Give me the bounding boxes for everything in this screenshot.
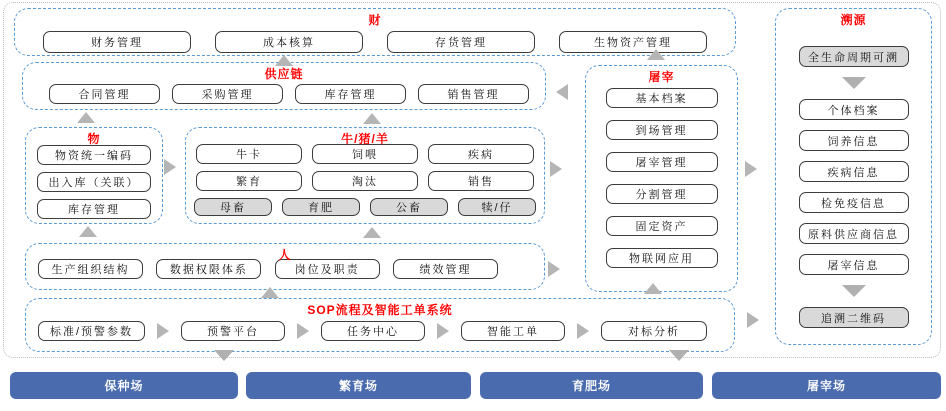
node-fattening: 育肥 (282, 198, 360, 216)
node-position-duty: 岗位及职责 (275, 259, 380, 279)
node-task-center: 任务中心 (321, 321, 425, 341)
arrow-right-icon (548, 261, 560, 277)
arrow-right-icon (437, 323, 449, 339)
node-disease-info: 疾病信息 (799, 161, 909, 182)
arrow-right-icon (550, 161, 562, 177)
section-materials-label: 物 (87, 132, 101, 146)
node-contract-mgmt: 合同管理 (49, 84, 160, 104)
section-traceability (775, 8, 932, 345)
node-calf: 犊/仔 (458, 198, 536, 216)
node-basic-archive: 基本档案 (606, 88, 718, 108)
node-livestock-sales: 销售 (428, 171, 534, 191)
section-traceability-label: 溯源 (840, 13, 867, 27)
section-materials (25, 127, 163, 224)
node-fixed-assets: 固定资产 (606, 216, 718, 236)
bar-fattening-farm: 育肥场 (480, 372, 703, 399)
arrow-up-icon (647, 49, 665, 60)
bar-conservation-farm: 保种场 (10, 372, 238, 399)
section-slaughter (585, 65, 738, 292)
node-arrival-mgmt: 到场管理 (606, 120, 718, 140)
section-people-label: 人 (278, 248, 292, 262)
section-sop-label: SOP流程及智能工单系统 (307, 303, 453, 317)
section-people (25, 243, 545, 290)
arrow-up-icon (77, 112, 95, 123)
section-livestock-label: 牛/猪/羊 (341, 132, 389, 146)
node-disease: 疾病 (428, 144, 534, 164)
section-supply-chain-label: 供应链 (264, 67, 304, 81)
arrow-up-icon (261, 287, 279, 298)
node-iot-application: 物联网应用 (606, 248, 718, 268)
node-cost-accounting: 成本核算 (215, 31, 363, 53)
bar-breeding-farm: 繁育场 (246, 372, 471, 399)
arrow-up-icon (275, 55, 293, 66)
arrow-right-icon (747, 312, 759, 328)
node-sales-mgmt: 销售管理 (418, 84, 529, 104)
node-individual-archive: 个体档案 (799, 99, 909, 120)
node-procurement-mgmt: 采购管理 (172, 84, 283, 104)
section-supply-chain (22, 62, 546, 110)
bar-slaughter-farm: 屠宰场 (712, 372, 941, 399)
node-goods-inventory-mgmt: 存货管理 (387, 31, 535, 53)
arrow-right-icon (577, 323, 589, 339)
node-breeding: 繁育 (196, 171, 302, 191)
section-sop-workflow (25, 298, 735, 352)
arrow-down-icon (842, 285, 866, 297)
arrow-down-icon (214, 350, 234, 361)
node-benchmark-analysis: 对标分析 (601, 321, 707, 341)
node-feeding-info: 饲养信息 (799, 130, 909, 151)
arrow-up-icon (363, 227, 381, 238)
node-slaughter-info: 屠宰信息 (799, 254, 909, 275)
node-in-out-warehouse-link: 出入库（关联） (37, 172, 151, 192)
node-inventory-mgmt: 库存管理 (295, 84, 406, 104)
node-smart-workorder: 智能工单 (461, 321, 565, 341)
section-finance (14, 8, 736, 56)
node-sire: 公畜 (370, 198, 448, 216)
arrow-up-icon (644, 283, 662, 294)
arrow-right-icon (164, 159, 176, 175)
node-material-unified-coding: 物资统一编码 (37, 145, 151, 165)
section-livestock (185, 127, 545, 224)
arrow-left-icon (556, 84, 568, 100)
arrow-down-icon (669, 350, 689, 361)
section-slaughter-label: 屠宰 (648, 70, 675, 84)
node-raw-material-supplier-info: 原料供应商信息 (799, 223, 909, 244)
node-data-permission: 数据权限体系 (156, 259, 261, 279)
arrow-right-icon (157, 323, 169, 339)
node-cutting-mgmt: 分割管理 (606, 184, 718, 204)
node-alert-platform: 预警平台 (181, 321, 285, 341)
section-finance-label: 财 (368, 13, 382, 27)
node-warehouse-mgmt: 库存管理 (37, 199, 151, 219)
node-performance-mgmt: 绩效管理 (393, 259, 498, 279)
node-bio-asset-mgmt: 生物资产管理 (559, 31, 707, 53)
arrow-down-icon (842, 77, 866, 89)
node-feeding: 饲喂 (312, 144, 418, 164)
arrow-up-icon (79, 226, 97, 237)
node-financial-mgmt: 财务管理 (43, 31, 191, 53)
node-dam: 母畜 (194, 198, 272, 216)
node-org-structure: 生产组织结构 (38, 259, 143, 279)
node-cattle-card: 牛卡 (196, 144, 302, 164)
arrow-up-icon (363, 113, 381, 124)
node-lifecycle-traceable: 全生命周期可溯 (799, 46, 909, 67)
node-trace-qrcode: 追溯二维码 (799, 307, 909, 328)
arrow-right-icon (745, 161, 757, 177)
node-standard-alert-params: 标准/预警参数 (38, 321, 145, 341)
node-culling: 淘汰 (312, 171, 418, 191)
node-slaughter-mgmt: 屠宰管理 (606, 152, 718, 172)
node-quarantine-immunity-info: 检免疫信息 (799, 192, 909, 213)
arrow-right-icon (297, 323, 309, 339)
